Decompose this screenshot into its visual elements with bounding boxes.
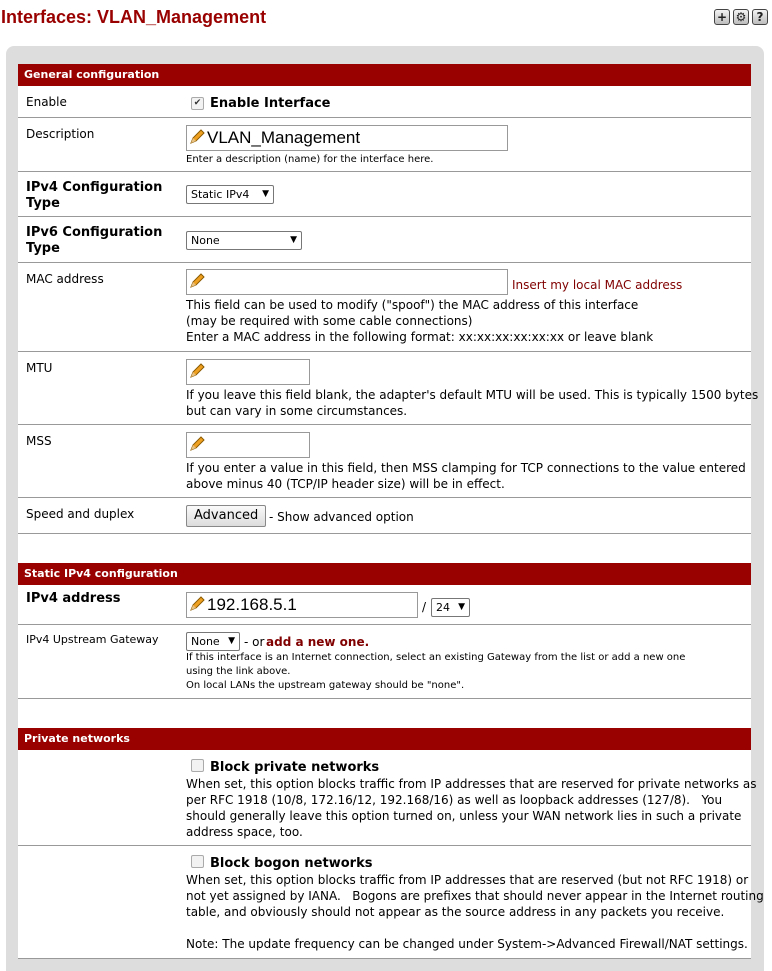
section-header-static-ipv4: Static IPv4 configuration xyxy=(18,563,751,585)
mac-hint-3: Enter a MAC address in the following format: xx:xx:xx:xx:xx:xx or leave blank xyxy=(186,330,654,344)
ipv6-type-label: IPv6 Configuration Type xyxy=(26,225,163,256)
mac-label: MAC address xyxy=(26,272,104,286)
advanced-button[interactable]: Advanced xyxy=(186,505,266,527)
mtu-input[interactable] xyxy=(186,359,310,385)
mtu-hint-1: If you leave this field blank, the adapter's default MTU will be used. This is typically 1500 bytes xyxy=(186,388,759,402)
mac-input[interactable] xyxy=(186,269,508,295)
row-mtu xyxy=(18,352,759,425)
description-input[interactable] xyxy=(186,125,508,151)
mss-input[interactable] xyxy=(186,432,310,458)
help-icon[interactable]: ? xyxy=(752,9,768,25)
cidr-slash: / xyxy=(422,600,427,614)
row-gateway xyxy=(18,625,751,699)
row-description xyxy=(18,118,751,172)
pencil-icon xyxy=(189,436,205,452)
speed-label: Speed and duplex xyxy=(26,507,135,521)
block-private-checkbox[interactable] xyxy=(191,759,204,772)
add-icon[interactable]: + xyxy=(714,9,730,25)
block-bogon-checkbox[interactable] xyxy=(191,855,204,868)
settings-icon[interactable]: ⚙ xyxy=(733,9,749,25)
gateway-or-text: - or xyxy=(244,635,265,649)
mss-label: MSS xyxy=(26,434,52,448)
ipv4-type-select[interactable]: Static IPv4 ▼ xyxy=(186,185,274,204)
description-hint: Enter a description (name) for the interface here. xyxy=(186,154,434,165)
row-ipv6-type xyxy=(18,217,751,263)
row-ipv4-address xyxy=(18,585,751,625)
block-private-hint-2: per RFC 1918 (10/8, 172.16/12, 192.168/16) as well as loopback addresses (127/8). You xyxy=(186,793,723,807)
gateway-label: IPv4 Upstream Gateway xyxy=(26,633,159,646)
pencil-icon xyxy=(189,363,205,379)
description-label: Description xyxy=(26,127,95,141)
row-mac xyxy=(18,263,751,352)
chevron-down-icon: ▼ xyxy=(290,235,297,245)
enable-checkbox[interactable]: ✔ xyxy=(191,97,204,110)
gateway-hint-2: using the link above. xyxy=(186,666,291,677)
gateway-select[interactable]: None ▼ xyxy=(186,632,240,651)
mss-hint-1: If you enter a value in this field, then MSS clamping for TCP connections to the value entered xyxy=(186,461,746,475)
page-title: Interfaces: VLAN_Management xyxy=(1,7,267,27)
block-private-hint-3: should generally leave this option turned on, unless your WAN network lies in such a private xyxy=(186,809,742,823)
block-private-hint-1: When set, this option blocks traffic from IP addresses that are reserved for private networks as xyxy=(186,777,757,791)
row-speed-duplex xyxy=(18,498,751,534)
section-header-general: General configuration xyxy=(18,64,751,86)
block-private-hint-4: address space, too. xyxy=(186,825,303,839)
block-bogon-hint-1: When set, this option blocks traffic from IP addresses that are reserved (but not RFC 1918) or xyxy=(186,873,749,887)
row-block-bogon xyxy=(18,846,764,959)
insert-mac-link[interactable]: Insert my local MAC address xyxy=(512,278,683,292)
pencil-icon xyxy=(189,129,205,145)
ipv4-address-value: 192.168.5.1 xyxy=(207,595,297,614)
row-enable xyxy=(18,86,751,118)
block-private-label: Block private networks xyxy=(210,760,380,775)
advanced-hint: - Show advanced option xyxy=(269,510,414,524)
block-bogon-hint-2: not yet assigned by IANA. Bogons are prefixes that should never appear in the Internet routing xyxy=(186,889,764,903)
mtu-hint-2: but can vary in some circumstances. xyxy=(186,404,408,418)
ipv4-address-input[interactable] xyxy=(186,592,418,618)
block-bogon-hint-3: table, and obviously should not appear as the source address in any packets you receive. xyxy=(186,905,725,919)
pencil-icon xyxy=(189,273,205,289)
enable-checkbox-label: Enable Interface xyxy=(210,96,331,111)
ipv6-type-select[interactable]: None ▼ xyxy=(186,231,302,250)
pencil-icon xyxy=(189,596,205,612)
ipv4-address-label: IPv4 address xyxy=(26,591,121,606)
ipv4-type-label: IPv4 Configuration Type xyxy=(26,180,163,211)
row-ipv4-type xyxy=(18,172,751,217)
description-value: VLAN_Management xyxy=(207,128,361,147)
chevron-down-icon: ▼ xyxy=(228,636,235,646)
enable-label: Enable xyxy=(26,95,67,109)
mss-hint-2: above minus 40 (TCP/IP header size) will be in effect. xyxy=(186,477,505,491)
row-mss xyxy=(18,425,751,498)
gateway-hint-1: If this interface is an Internet connection, select an existing Gateway from the list or add a new one xyxy=(186,652,686,663)
mac-hint-1: This field can be used to modify ("spoof") the MAC address of this interface xyxy=(186,298,639,312)
gateway-hint-3: On local LANs the upstream gateway should be "none". xyxy=(186,680,465,691)
chevron-down-icon: ▼ xyxy=(458,602,465,612)
block-bogon-label: Block bogon networks xyxy=(210,856,373,871)
section-header-private-networks: Private networks xyxy=(18,728,751,750)
cidr-select[interactable]: 24 ▼ xyxy=(431,598,470,617)
mac-hint-2: (may be required with some cable connections) xyxy=(186,314,473,328)
mtu-label: MTU xyxy=(26,361,53,375)
row-block-private xyxy=(18,750,757,846)
chevron-down-icon: ▼ xyxy=(262,189,269,199)
add-gateway-link[interactable]: add a new one. xyxy=(266,635,370,649)
block-bogon-note: Note: The update frequency can be changed under System->Advanced Firewall/NAT settings. xyxy=(186,937,748,951)
top-toolbar xyxy=(714,9,768,25)
